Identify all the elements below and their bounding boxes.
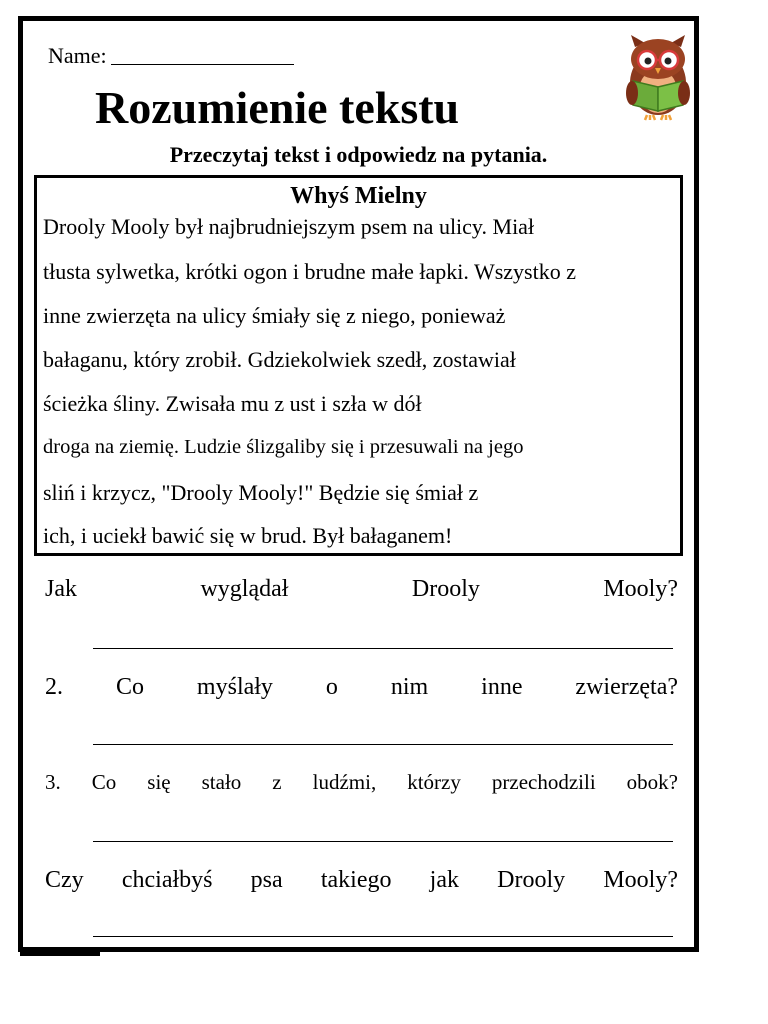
story-line: bałaganu, który zrobił. Gdziekolwiek szedł, zostawiał <box>43 347 516 372</box>
name-label: Name: <box>48 43 107 68</box>
story-line: Drooly Mooly był najbrudniejszym psem na ulicy. Miał <box>43 214 535 239</box>
story-title: Whyś Mielny <box>290 183 427 209</box>
story-line: inne zwierzęta na ulicy śmiały się z niego, ponieważ <box>43 303 506 328</box>
story-line: tłusta sylwetka, krótki ogon i brudne małe łapki. Wszystko z <box>43 259 576 284</box>
story-box <box>34 175 683 556</box>
question-2: 2. Co myślały o nim inne zwierzęta? <box>45 674 678 700</box>
question-4: Czy chciałbyś psa takiego jak Drooly Mooly? <box>45 867 678 893</box>
page-title: Rozumienie tekstu <box>95 82 460 133</box>
owl-reading-book-icon <box>623 33 693 121</box>
name-blank-line[interactable] <box>111 42 294 65</box>
story-line: sliń i krzycz, "Drooly Mooly!" Będzie się śmiał z <box>43 480 479 505</box>
answer-line-2[interactable] <box>93 744 673 745</box>
name-field <box>48 42 294 69</box>
answer-line-3[interactable] <box>93 841 673 842</box>
corner-bar <box>20 947 100 956</box>
question-3: 3. Co się stało z ludźmi, którzy przechodzili obok? <box>45 770 678 794</box>
question-1: Jak wyglądał Drooly Mooly? <box>45 576 678 602</box>
instructions-text: Przeczytaj tekst i odpowiedz na pytania. <box>169 142 548 167</box>
answer-line-4[interactable] <box>93 936 673 937</box>
story-line: ścieżka śliny. Zwisała mu z ust i szła w dół <box>43 391 422 416</box>
story-line: ich, i uciekł bawić się w brud. Był bałaganem! <box>43 523 453 548</box>
worksheet-frame <box>18 16 699 952</box>
answer-line-1[interactable] <box>93 648 673 649</box>
story-line: droga na ziemię. Ludzie ślizgaliby się i przesuwali na jego <box>43 436 524 458</box>
